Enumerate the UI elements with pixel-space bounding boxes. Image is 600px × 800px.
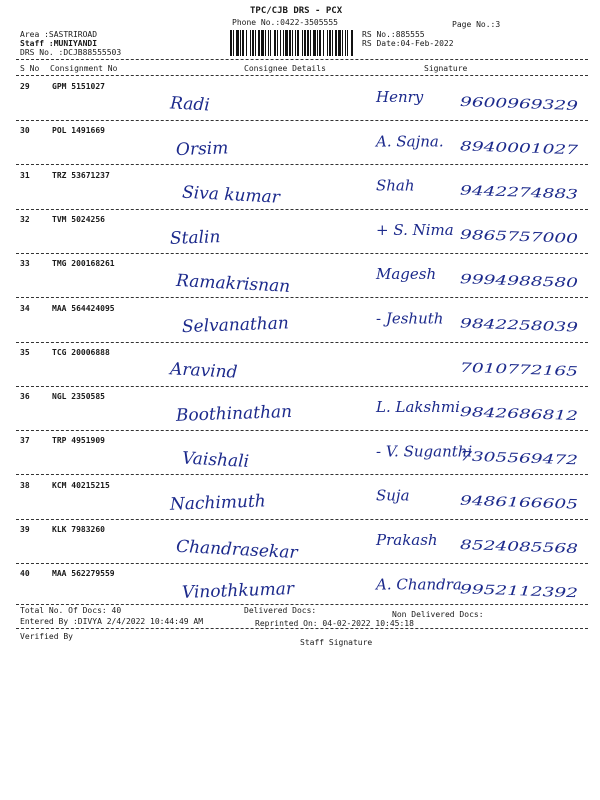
handwritten-name: Siva kumar <box>181 182 281 208</box>
row-divider <box>16 430 588 431</box>
barcode-bar <box>289 30 291 56</box>
row-consignment: TRP 4951909 <box>52 436 105 446</box>
total-docs: Total No. Of Docs: 40 <box>20 606 122 615</box>
barcode-bar <box>329 30 331 56</box>
barcode-bar <box>255 30 256 56</box>
row-divider <box>16 386 588 387</box>
staff-label: Staff :MUNIYANDI <box>20 39 98 48</box>
row-divider <box>16 120 588 121</box>
handwritten-name: Radi <box>169 93 211 116</box>
column-header-consignee: Consignee Details <box>244 64 326 73</box>
row-consignment: TMG 200168261 <box>52 259 115 269</box>
handwritten-signature: Suja <box>376 486 410 505</box>
barcode-bar <box>345 30 346 56</box>
barcode-bar <box>268 30 269 56</box>
drs-number: DRS No. :DCJB88555503 <box>20 48 122 57</box>
handwritten-phone: 7305569472 <box>459 449 543 468</box>
document-title: TPC/CJB DRS - PCX <box>250 6 343 16</box>
barcode-bar <box>280 30 281 56</box>
barcode-bar <box>323 30 324 56</box>
row-divider <box>16 563 588 564</box>
barcode-bar <box>240 30 241 56</box>
reprinted-on: Reprinted On: 04-02-2022 10:45:18 <box>255 619 414 628</box>
handwritten-signature: Prakash <box>376 531 438 549</box>
row-sno: 40 <box>20 569 30 579</box>
barcode-bar <box>283 30 284 56</box>
barcode-bar <box>258 30 260 56</box>
row-consignment: MAA 564424095 <box>52 303 115 313</box>
handwritten-name: Vaishali <box>181 448 250 472</box>
barcode-bar <box>285 30 288 56</box>
header-divider <box>16 59 588 60</box>
barcode-bar <box>233 30 234 56</box>
barcode-bar <box>295 30 296 56</box>
row-sno: 36 <box>20 392 30 402</box>
entered-by: Entered By :DIVYA 2/4/2022 10:44:49 AM <box>20 617 204 626</box>
row-sno: 30 <box>20 126 30 136</box>
column-header-sno: S No <box>20 64 40 73</box>
handwritten-signature: A. Sajna. <box>376 132 444 151</box>
handwritten-name: Stalin <box>169 227 221 249</box>
row-divider <box>16 209 588 210</box>
area-label: Area :SASTRIROAD <box>20 30 98 39</box>
row-consignment: KCM 40215215 <box>52 480 110 490</box>
staff-signature-label: Staff Signature <box>300 638 373 647</box>
column-header-divider <box>16 75 588 76</box>
row-divider <box>16 519 588 520</box>
handwritten-phone: 9842258039 <box>459 316 543 335</box>
handwritten-phone: 7010772165 <box>459 360 543 379</box>
row-sno: 37 <box>20 436 30 446</box>
barcode-bar <box>313 30 316 56</box>
row-consignment: MAA 562279559 <box>52 569 115 579</box>
row-sno: 35 <box>20 347 30 357</box>
barcode-bar <box>246 30 247 56</box>
handwritten-phone: 9865757000 <box>459 227 543 246</box>
barcode-bar <box>310 30 311 56</box>
barcode-bar <box>252 30 254 56</box>
handwritten-name: Aravind <box>169 359 238 383</box>
rs-number: RS No.:885555 <box>362 30 425 39</box>
row-consignment: POL 1491669 <box>52 126 105 136</box>
handwritten-phone: 9842686812 <box>459 405 543 423</box>
row-divider <box>16 474 588 475</box>
barcode-bar <box>277 30 278 56</box>
barcode-bar <box>347 30 348 56</box>
handwritten-signature: - Jeshuth <box>376 309 444 328</box>
handwritten-name: Orsim <box>175 138 229 161</box>
row-consignment: TCG 20006888 <box>52 347 110 357</box>
column-header-consignment: Consignment No <box>50 64 118 73</box>
row-divider <box>16 253 588 254</box>
barcode-bar <box>332 30 333 56</box>
handwritten-signature: + S. Nima <box>376 220 454 239</box>
handwritten-phone: 9952112392 <box>459 582 543 601</box>
handwritten-signature: - V. Suganthi <box>376 442 473 461</box>
handwritten-signature: Henry <box>376 88 424 106</box>
barcode-bar <box>338 30 341 56</box>
barcode-bar <box>292 30 293 56</box>
handwritten-phone: 9994988580 <box>459 272 543 290</box>
row-sno: 34 <box>20 303 30 313</box>
barcode-graphic <box>228 30 354 56</box>
phone-number: Phone No.:0422-3505555 <box>232 18 338 27</box>
barcode-bar <box>335 30 337 56</box>
handwritten-name: Vinothkumar <box>181 579 295 603</box>
barcode-bar <box>242 30 244 56</box>
row-consignment: TVM 5024256 <box>52 214 105 224</box>
row-sno: 31 <box>20 170 30 180</box>
handwritten-signature: Magesh <box>376 265 437 284</box>
barcode-bar <box>270 30 271 56</box>
row-consignment: KLK 7983260 <box>52 525 105 534</box>
handwritten-phone: 8524085568 <box>459 537 543 556</box>
non-delivered-docs: Non Delivered Docs: <box>392 610 484 619</box>
footer-divider-2 <box>16 628 588 629</box>
row-sno: 38 <box>20 480 30 490</box>
handwritten-phone: 9442274883 <box>459 183 543 202</box>
handwritten-name: Nachimuth <box>169 491 267 515</box>
row-consignment: TRZ 53671237 <box>52 170 110 180</box>
row-divider <box>16 297 588 298</box>
barcode-bar <box>261 30 264 56</box>
row-sno: 29 <box>20 82 30 91</box>
barcode-bar <box>307 30 309 56</box>
barcode-bar <box>342 30 343 56</box>
rs-date: RS Date:04-Feb-2022 <box>362 39 454 48</box>
column-header-signature: Signature <box>424 64 468 73</box>
page-number: Page No.:3 <box>452 20 501 29</box>
row-divider <box>16 342 588 343</box>
row-consignment: GPM 5151027 <box>52 82 105 91</box>
row-sno: 39 <box>20 525 30 534</box>
barcode-bar <box>317 30 318 56</box>
barcode-bar <box>351 30 353 56</box>
barcode-bar <box>236 30 239 56</box>
handwritten-signature: L. Lakshmi <box>376 398 460 417</box>
handwritten-signature: A. Chandra <box>376 575 462 594</box>
row-consignment: NGL 2350585 <box>52 392 105 402</box>
barcode-bar <box>297 30 299 56</box>
handwritten-phone: 8940001027 <box>459 139 543 158</box>
handwritten-name: Chandrasekar <box>175 536 298 564</box>
row-sno: 32 <box>20 214 30 224</box>
barcode-bar <box>302 30 303 56</box>
barcode-bar <box>230 30 232 56</box>
barcode-bar <box>327 30 328 56</box>
handwritten-phone: 9600969329 <box>459 94 543 113</box>
handwritten-signature: Shah <box>376 176 415 195</box>
footer-divider <box>16 604 588 605</box>
handwritten-phone: 9486166605 <box>459 493 543 512</box>
barcode-bar <box>274 30 276 56</box>
barcode-bar <box>265 30 266 56</box>
verified-by: Verified By <box>20 632 73 641</box>
delivered-docs: Delivered Docs: <box>244 606 317 615</box>
handwritten-name: Ramakrisnan <box>175 270 291 297</box>
barcode-bar <box>304 30 306 56</box>
handwritten-name: Boothinathan <box>175 401 293 426</box>
handwritten-name: Selvanathan <box>181 313 290 338</box>
barcode-bar <box>250 30 251 56</box>
barcode-bar <box>319 30 321 56</box>
row-divider <box>16 164 588 165</box>
row-sno: 33 <box>20 259 30 269</box>
